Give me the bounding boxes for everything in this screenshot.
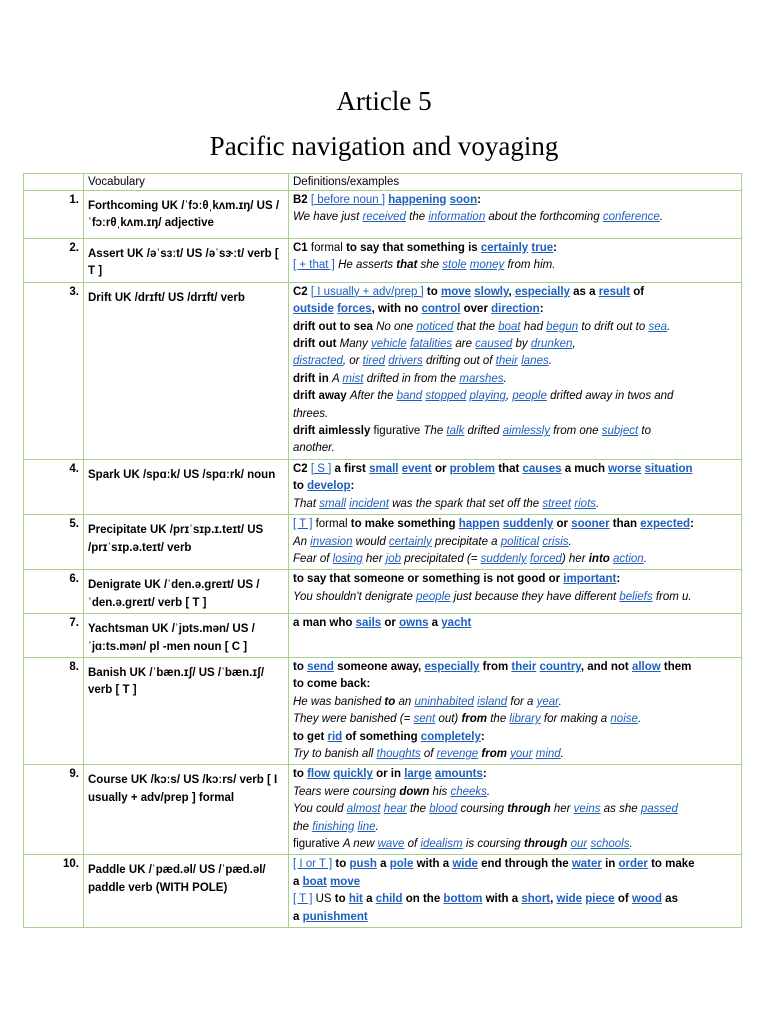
grammar-label: [ T ] <box>293 518 313 531</box>
dictionary-link[interactable]: suddenly <box>480 552 527 565</box>
dictionary-link[interactable]: push <box>349 858 377 871</box>
dictionary-link[interactable]: finishing <box>312 820 355 833</box>
dictionary-link[interactable]: worse <box>608 462 642 475</box>
dictionary-link[interactable]: money <box>469 259 505 272</box>
dictionary-link[interactable]: certainly <box>388 535 432 548</box>
dictionary-link[interactable]: outside <box>293 303 334 316</box>
entry-word: Precipitate UK /prɪˈsɪp.ɪ.teɪt/ US /prɪˈsɪp.ə.teɪt/ verb <box>84 515 289 570</box>
dictionary-link[interactable]: conference <box>602 211 660 224</box>
dictionary-link[interactable]: small <box>369 462 399 475</box>
entry-word: Banish UK /ˈbæn.ɪʃ/ US /ˈbæn.ɪʃ/ verb [ T ] <box>84 657 289 764</box>
table-row <box>24 282 742 459</box>
definition-line: You shouldn't denigrate people just because they have different beliefs from u. <box>293 590 692 603</box>
dictionary-link[interactable]: street <box>542 497 572 510</box>
table-row <box>24 614 742 658</box>
dictionary-link[interactable]: distracted <box>293 355 343 368</box>
dictionary-link[interactable]: allow <box>631 660 661 673</box>
entry-number: 4. <box>24 459 84 514</box>
dictionary-link[interactable]: veins <box>573 803 601 816</box>
dictionary-link[interactable]: hit <box>348 893 363 906</box>
dictionary-link[interactable]: losing <box>332 552 363 565</box>
dictionary-link[interactable]: pole <box>389 858 414 871</box>
dictionary-link[interactable]: our <box>570 838 588 850</box>
entry-definition <box>289 191 742 239</box>
dictionary-link[interactable]: their <box>495 355 519 368</box>
definition-line: a boat move <box>293 875 361 888</box>
dictionary-link[interactable]: causes <box>522 462 562 475</box>
definition-line: drift out Many vehicle fatalities are caused by drunken, <box>293 338 576 351</box>
grammar-label: [ I or T ] <box>293 858 333 871</box>
definition-line: figurative A new wave of idealism is coursing through our schools. <box>293 838 633 850</box>
header-definitions: Definitions/examples <box>289 174 742 191</box>
dictionary-link[interactable]: certainly <box>480 242 529 254</box>
definition-line: [ + that ] He asserts that she stole money from him. <box>293 259 556 272</box>
dictionary-link[interactable]: island <box>477 695 508 708</box>
dictionary-link[interactable]: child <box>375 893 403 906</box>
dictionary-link[interactable]: small <box>319 497 347 510</box>
dictionary-link[interactable]: suddenly <box>502 518 554 531</box>
definition-line: An invasion would certainly precipitate a political crisis. <box>293 535 572 548</box>
vocabulary-table <box>23 173 742 928</box>
definition-line: You could almost hear the blood coursing through her veins as she passed <box>293 803 678 816</box>
dictionary-link[interactable]: riots <box>574 497 597 510</box>
definition-line: to get rid of something completely: <box>293 730 485 743</box>
article-subtitle: Pacific navigation and voyaging <box>209 131 559 161</box>
dictionary-link[interactable]: marshes <box>459 372 504 385</box>
entry-word: Course UK /kɔːs/ US /kɔːrs/ verb [ I usually + adv/prep ] formal <box>84 765 289 855</box>
entry-definition <box>289 614 742 658</box>
definition-line: They were banished (= sent out) from the library for making a noise. <box>293 713 642 726</box>
dictionary-link[interactable]: drunken <box>530 338 573 351</box>
definition-line: to send someone away, especially from their country, and not allow them <box>293 660 692 673</box>
dictionary-link[interactable]: mist <box>342 372 364 385</box>
definition-line: to develop: <box>293 480 355 493</box>
definition-line: drift out to sea No one noticed that the boat had begun to drift out to sea. <box>293 320 671 333</box>
dictionary-link[interactable]: drivers <box>388 355 423 368</box>
definition-line: drift away After the band stopped playing, people drifted away in twos and <box>293 390 674 403</box>
entry-number: 6. <box>24 570 84 614</box>
definition-line: We have just received the information about the forthcoming conference. <box>293 211 663 224</box>
dictionary-link[interactable]: tired <box>362 355 386 368</box>
entry-number: 2. <box>24 239 84 283</box>
definition-line: threes. <box>293 407 329 420</box>
dictionary-link[interactable]: soon <box>449 194 478 206</box>
dictionary-link[interactable]: move <box>330 875 361 888</box>
entry-definition <box>289 515 742 570</box>
article-title: Article 5 <box>336 86 432 116</box>
table-row <box>24 570 742 614</box>
table-body <box>24 191 742 928</box>
dictionary-link[interactable]: information <box>428 211 486 224</box>
dictionary-link[interactable]: year <box>536 695 559 708</box>
entry-word: Drift UK /drɪft/ US /drɪft/ verb <box>84 282 289 459</box>
dictionary-link[interactable]: sea <box>648 320 668 333</box>
dictionary-link[interactable]: passed <box>640 803 678 816</box>
definition-line: Tears were coursing down his cheeks. <box>293 785 491 798</box>
dictionary-link[interactable]: invasion <box>310 535 353 548</box>
dictionary-link[interactable]: job <box>385 552 402 565</box>
table-row <box>24 459 742 514</box>
dictionary-link[interactable]: send <box>307 660 334 673</box>
definition-line: C2 [ I usually + adv/prep ] to move slowly, especially as a result of <box>293 285 645 298</box>
definition-line: He was banished to an uninhabited island for a year. <box>293 695 562 708</box>
dictionary-link[interactable]: especially <box>424 660 480 673</box>
dictionary-link[interactable]: wide <box>452 858 478 871</box>
dictionary-link[interactable]: wide <box>556 893 583 906</box>
dictionary-link[interactable]: quickly <box>333 768 373 781</box>
dictionary-link[interactable]: stopped <box>425 390 467 403</box>
dictionary-link[interactable]: true <box>531 242 554 254</box>
dictionary-link[interactable]: wave <box>377 838 405 850</box>
dictionary-link[interactable]: band <box>396 390 423 403</box>
dictionary-link[interactable]: people <box>416 590 451 603</box>
dictionary-link[interactable]: slowly <box>474 285 509 298</box>
dictionary-link[interactable]: large <box>404 768 432 781</box>
dictionary-link[interactable]: sails <box>355 617 382 630</box>
dictionary-link[interactable]: revenge <box>436 747 479 760</box>
definition-line: to come back: <box>293 678 371 691</box>
dictionary-link[interactable]: event <box>401 462 432 475</box>
dictionary-link[interactable]: result <box>598 285 631 298</box>
entry-number: 3. <box>24 282 84 459</box>
entry-word: Yachtsman UK /ˈjɒts.mən/ US /ˈjɑːts.mən/ pl -men noun [ C ] <box>84 614 289 658</box>
definition-line: B2 [ before noun ] happening soon: <box>293 194 481 206</box>
grammar-label: [ T ] <box>293 893 313 906</box>
dictionary-link[interactable]: sooner <box>571 518 610 531</box>
definition-line: to say that someone or something is not good or important: <box>293 573 621 586</box>
table-row <box>24 765 742 855</box>
definition-line: Try to banish all thoughts of revenge from your mind. <box>293 747 564 760</box>
entry-definition <box>289 239 742 283</box>
dictionary-link[interactable]: piece <box>585 893 615 906</box>
dictionary-link[interactable]: problem <box>449 462 496 475</box>
dictionary-link[interactable]: political <box>500 535 540 548</box>
dictionary-link[interactable]: idealism <box>420 838 463 850</box>
entry-word: Spark UK /spɑːk/ US /spɑːrk/ noun <box>84 459 289 514</box>
grammar-label: [ + that ] <box>293 259 335 272</box>
dictionary-link[interactable]: aimlessly <box>502 425 550 438</box>
dictionary-link[interactable]: develop <box>307 480 351 493</box>
dictionary-link[interactable]: action <box>613 552 644 565</box>
definition-line: [ T ] US to hit a child on the bottom with a short, wide piece of wood as <box>293 893 678 906</box>
dictionary-link[interactable]: especially <box>514 285 570 298</box>
entry-definition <box>289 855 742 928</box>
dictionary-link[interactable]: owns <box>399 617 429 630</box>
definition-line: Fear of losing her job precipitated (= suddenly forced) her into action. <box>293 552 647 565</box>
table-row <box>24 239 742 283</box>
definition-line: [ T ] formal to make something happen suddenly or sooner than expected: <box>293 518 694 531</box>
dictionary-link[interactable]: your <box>510 747 533 760</box>
dictionary-link[interactable]: completely <box>420 730 481 743</box>
dictionary-link[interactable]: important <box>563 573 617 586</box>
dictionary-link[interactable]: mind <box>535 747 561 760</box>
dictionary-link[interactable]: happening <box>388 194 447 206</box>
definition-line: distracted, or tired drivers drifting out of their lanes. <box>293 355 552 368</box>
dictionary-link[interactable]: schools <box>590 838 630 850</box>
dictionary-link[interactable]: move <box>440 285 472 298</box>
dictionary-link[interactable]: hear <box>383 803 407 816</box>
table-row <box>24 515 742 570</box>
entry-number: 8. <box>24 657 84 764</box>
dictionary-link[interactable]: begun <box>546 320 579 333</box>
definition-line: [ I or T ] to push a pole with a wide end through the water in order to make <box>293 858 695 871</box>
dictionary-link[interactable]: noticed <box>416 320 454 333</box>
dictionary-link[interactable]: punishment <box>302 910 368 923</box>
dictionary-link[interactable]: beliefs <box>619 590 653 603</box>
dictionary-link[interactable]: boat <box>302 875 327 888</box>
dictionary-link[interactable]: fatalities <box>409 338 453 351</box>
header-number <box>24 174 84 191</box>
dictionary-link[interactable]: noise <box>610 713 638 726</box>
dictionary-link[interactable]: amounts <box>434 768 483 781</box>
dictionary-link[interactable]: almost <box>346 803 381 816</box>
dictionary-link[interactable]: incident <box>349 497 389 510</box>
definition-line: That small incident was the spark that set off the street riots. <box>293 497 600 510</box>
dictionary-link[interactable]: boat <box>498 320 521 333</box>
entry-definition <box>289 282 742 459</box>
dictionary-link[interactable]: thoughts <box>376 747 421 760</box>
definition-line: drift in A mist drifted in from the marshes. <box>293 372 507 385</box>
dictionary-link[interactable]: playing <box>469 390 506 403</box>
table-row <box>24 657 742 764</box>
dictionary-link[interactable]: library <box>509 713 541 726</box>
dictionary-link[interactable]: people <box>512 390 547 403</box>
entry-definition <box>289 657 742 764</box>
definition-line: another. <box>293 442 335 455</box>
dictionary-link[interactable]: flow <box>307 768 331 781</box>
definition-line: to flow quickly or in large amounts: <box>293 768 487 781</box>
entry-definition <box>289 570 742 614</box>
dictionary-link[interactable]: line <box>357 820 376 833</box>
dictionary-link[interactable]: bottom <box>443 893 483 906</box>
dictionary-link[interactable]: order <box>618 858 648 871</box>
dictionary-link[interactable]: yacht <box>441 617 472 630</box>
dictionary-link[interactable]: vehicle <box>370 338 407 351</box>
entry-number: 7. <box>24 614 84 658</box>
entry-number: 9. <box>24 765 84 855</box>
dictionary-link[interactable]: wood <box>631 893 662 906</box>
entry-word: Denigrate UK /ˈden.ə.ɡreɪt/ US /ˈden.ə.ɡreɪt/ verb [ T ] <box>84 570 289 614</box>
header-vocabulary: Vocabulary <box>84 174 289 191</box>
definition-line: drift aimlessly figurative The talk drifted aimlessly from one subject to <box>293 425 651 438</box>
dictionary-link[interactable]: direction <box>491 303 540 316</box>
dictionary-link[interactable]: uninhabited <box>414 695 474 708</box>
definition-line: outside forces, with no control over direction: <box>293 303 544 316</box>
dictionary-link[interactable]: cheeks <box>450 785 487 798</box>
dictionary-link[interactable]: situation <box>644 462 693 475</box>
definition-line: the finishing line. <box>293 820 379 833</box>
dictionary-link[interactable]: happen <box>458 518 500 531</box>
dictionary-link[interactable]: blood <box>429 803 458 816</box>
grammar-label: [ before noun ] <box>310 194 386 206</box>
entry-definition <box>289 765 742 855</box>
dictionary-link[interactable]: crisis <box>542 535 569 548</box>
table-header-row <box>24 174 742 191</box>
dictionary-link[interactable]: country <box>539 660 581 673</box>
dictionary-link[interactable]: caused <box>475 338 513 351</box>
dictionary-link[interactable]: received <box>362 211 406 224</box>
dictionary-link[interactable]: subject <box>601 425 639 438</box>
dictionary-link[interactable]: lanes <box>521 355 549 368</box>
dictionary-link[interactable]: expected <box>640 518 691 531</box>
definition-line: a punishment <box>293 910 368 923</box>
dictionary-link[interactable]: their <box>511 660 537 673</box>
entry-number: 1. <box>24 191 84 239</box>
dictionary-link[interactable]: control <box>421 303 461 316</box>
dictionary-link[interactable]: stole <box>442 259 467 272</box>
dictionary-link[interactable]: sent <box>413 713 436 726</box>
entry-definition <box>289 459 742 514</box>
entry-number: 5. <box>24 515 84 570</box>
dictionary-link[interactable]: water <box>571 858 602 871</box>
dictionary-link[interactable]: talk <box>446 425 465 438</box>
entry-word: Assert UK /əˈsɜːt/ US /əˈsɝːt/ verb [ T ] <box>84 239 289 283</box>
dictionary-link[interactable]: forces <box>337 303 372 316</box>
dictionary-link[interactable]: short <box>521 893 551 906</box>
entry-number: 10. <box>24 855 84 928</box>
definition-line: C2 [ S ] a first small event or problem that causes a much worse situation <box>293 462 693 475</box>
dictionary-link[interactable]: rid <box>327 730 343 743</box>
definition-line: a man who sails or owns a yacht <box>293 617 472 630</box>
grammar-label: [ I usually + adv/prep ] <box>310 285 424 298</box>
entry-word: Forthcoming UK /ˈfɔːθˌkʌm.ɪŋ/ US /ˈfɔːrθˌkʌm.ɪŋ/ adjective <box>84 191 289 239</box>
dictionary-link[interactable]: forced <box>529 552 562 565</box>
grammar-label: [ S ] <box>310 462 332 475</box>
entry-word: Paddle UK /ˈpæd.əl/ US /ˈpæd.əl/ paddle verb (WITH POLE) <box>84 855 289 928</box>
table-row <box>24 855 742 928</box>
definition-line: C1 formal to say that something is certainly true: <box>293 242 557 254</box>
table-row <box>24 191 742 239</box>
